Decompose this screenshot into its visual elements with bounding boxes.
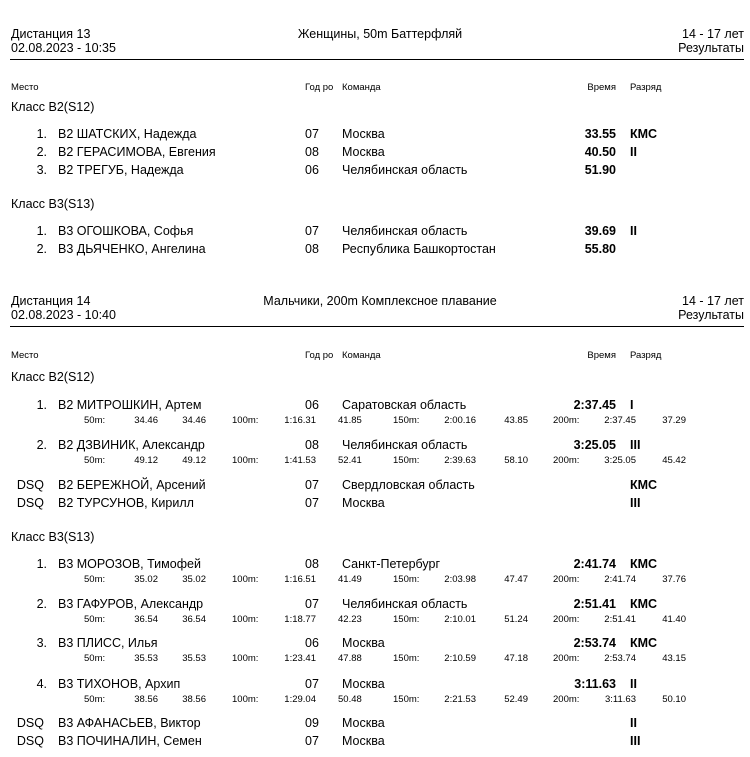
team-name: Челябинская область	[342, 163, 468, 177]
split-200-time: 3:25.05	[604, 455, 636, 466]
athlete-name: В2 ТРЕГУБ, Надежда	[58, 163, 184, 177]
result-time: 2:37.45	[573, 398, 616, 412]
result-rank: КМС	[630, 127, 658, 141]
birth-year: 08	[305, 438, 319, 452]
split-150-label: 150m:	[393, 574, 420, 585]
team-name: Челябинская область	[342, 597, 468, 611]
split-200-lap: 43.15	[662, 653, 686, 664]
result-place: 4.	[36, 677, 47, 691]
birth-year: 07	[305, 597, 319, 611]
result-rank: КМС	[630, 478, 658, 492]
col-team-header: Команда	[342, 350, 381, 361]
event-datetime: 02.08.2023 - 10:40	[11, 308, 116, 322]
team-name: Москва	[342, 677, 385, 691]
event-name: Мальчики, 200m Комплексное плавание	[263, 294, 497, 308]
result-place: 1.	[36, 224, 47, 238]
split-100-lap: 41.49	[338, 574, 362, 585]
split-100-lap: 50.48	[338, 694, 362, 705]
split-100-time: 1:23.41	[284, 653, 316, 664]
athlete-name: В3 ГАФУРОВ, Александр	[58, 597, 204, 611]
result-rank: II	[630, 677, 637, 691]
result-place: DSQ	[16, 734, 44, 748]
split-50-label: 50m:	[84, 574, 106, 585]
athlete-name: В2 ТУРСУНОВ, Кирилл	[58, 496, 194, 510]
athlete-name: В3 ТИХОНОВ, Архип	[58, 677, 181, 691]
result-time: 2:41.74	[573, 557, 616, 571]
split-200-label: 200m:	[553, 694, 580, 705]
birth-year: 07	[305, 677, 319, 691]
split-50-lap: 38.56	[182, 694, 206, 705]
col-place-header: Место	[11, 350, 39, 361]
athlete-name: В2 ШАТСКИХ, Надежда	[58, 127, 197, 141]
split-100-label: 100m:	[232, 614, 259, 625]
split-50-label: 50m:	[84, 455, 106, 466]
result-place: DSQ	[16, 478, 44, 492]
event-age-group: 14 - 17 лет	[682, 27, 744, 41]
result-place: 2.	[36, 597, 47, 611]
result-place: 3.	[36, 163, 47, 177]
split-150-lap: 52.49	[504, 694, 528, 705]
result-time: 55.80	[584, 242, 616, 256]
split-150-label: 150m:	[393, 614, 420, 625]
result-place: 2.	[36, 242, 47, 256]
split-200-label: 200m:	[553, 614, 580, 625]
result-place: 2.	[36, 438, 47, 452]
result-time: 3:25.05	[573, 438, 616, 452]
col-year-header: Год ро	[305, 350, 334, 361]
split-200-label: 200m:	[553, 653, 580, 664]
team-name: Москва	[342, 496, 385, 510]
split-100-label: 100m:	[232, 455, 259, 466]
col-time-header: Время	[587, 350, 616, 361]
split-50-label: 50m:	[84, 694, 106, 705]
birth-year: 07	[305, 496, 319, 510]
result-rank: III	[630, 734, 641, 748]
split-100-lap: 52.41	[338, 455, 362, 466]
result-rank: II	[630, 716, 637, 730]
header-divider	[10, 59, 744, 60]
split-50-time: 34.46	[134, 415, 158, 426]
team-name: Санкт-Петербург	[342, 557, 441, 571]
athlete-name: В3 МОРОЗОВ, Тимофей	[58, 557, 201, 571]
birth-year: 06	[305, 636, 319, 650]
split-50-lap: 35.02	[182, 574, 206, 585]
col-rank-header: Разряд	[630, 82, 662, 93]
col-year-header: Год ро	[305, 82, 334, 93]
result-place: 3.	[36, 636, 47, 650]
result-rank: КМС	[630, 557, 658, 571]
col-place-header: Место	[11, 82, 39, 93]
result-time: 39.69	[584, 224, 616, 238]
split-200-lap: 50.10	[662, 694, 686, 705]
result-time: 2:53.74	[573, 636, 616, 650]
class-label: Класс B3(S13)	[11, 197, 95, 211]
result-rank: III	[630, 496, 641, 510]
split-150-label: 150m:	[393, 415, 420, 426]
result-rank: II	[630, 224, 637, 238]
split-150-label: 150m:	[393, 694, 420, 705]
split-150-time: 2:00.16	[444, 415, 476, 426]
split-50-time: 38.56	[134, 694, 158, 705]
result-place: 1.	[36, 398, 47, 412]
split-150-time: 2:03.98	[444, 574, 476, 585]
col-team-header: Команда	[342, 82, 381, 93]
athlete-name: В3 ПОЧИНАЛИН, Семен	[58, 734, 202, 748]
split-200-time: 2:53.74	[604, 653, 636, 664]
athlete-name: В2 ДЗВИНИК, Александр	[58, 438, 205, 452]
split-200-lap: 37.76	[662, 574, 686, 585]
split-50-lap: 34.46	[182, 415, 206, 426]
result-rank: КМС	[630, 597, 658, 611]
split-100-time: 1:16.31	[284, 415, 316, 426]
event-age-group: 14 - 17 лет	[682, 294, 744, 308]
result-rank: II	[630, 145, 637, 159]
birth-year: 07	[305, 478, 319, 492]
split-200-time: 2:51.41	[604, 614, 636, 625]
split-50-lap: 49.12	[182, 455, 206, 466]
result-place: DSQ	[16, 496, 44, 510]
athlete-name: В3 ОГОШКОВА, Софья	[58, 224, 194, 238]
col-time-header: Время	[587, 82, 616, 93]
athlete-name: В3 АФАНАСЬЕВ, Виктор	[58, 716, 201, 730]
team-name: Москва	[342, 716, 385, 730]
class-label: Класс B3(S13)	[11, 530, 95, 544]
split-150-lap: 58.10	[504, 455, 528, 466]
split-200-lap: 41.40	[662, 614, 686, 625]
split-100-label: 100m:	[232, 574, 259, 585]
split-50-lap: 36.54	[182, 614, 206, 625]
event-status: Результаты	[678, 308, 744, 322]
split-100-label: 100m:	[232, 694, 259, 705]
split-150-lap: 43.85	[504, 415, 528, 426]
split-200-time: 2:37.45	[604, 415, 636, 426]
split-100-time: 1:18.77	[284, 614, 316, 625]
split-150-time: 2:39.63	[444, 455, 476, 466]
athlete-name: В2 МИТРОШКИН, Артем	[58, 398, 202, 412]
birth-year: 08	[305, 557, 319, 571]
split-150-time: 2:10.01	[444, 614, 476, 625]
event-title: Дистанция 14	[11, 294, 91, 308]
split-200-label: 200m:	[553, 455, 580, 466]
split-50-label: 50m:	[84, 614, 106, 625]
result-time: 33.55	[584, 127, 616, 141]
split-200-lap: 45.42	[662, 455, 686, 466]
result-place: 1.	[36, 557, 47, 571]
split-50-time: 49.12	[134, 455, 158, 466]
split-200-time: 2:41.74	[604, 574, 636, 585]
split-200-label: 200m:	[553, 415, 580, 426]
split-100-label: 100m:	[232, 415, 259, 426]
split-150-lap: 51.24	[504, 614, 528, 625]
birth-year: 06	[305, 398, 319, 412]
header-divider	[10, 326, 744, 327]
team-name: Москва	[342, 127, 385, 141]
split-150-lap: 47.18	[504, 653, 528, 664]
split-100-lap: 47.88	[338, 653, 362, 664]
event-title: Дистанция 13	[11, 27, 91, 41]
team-name: Москва	[342, 145, 385, 159]
birth-year: 08	[305, 145, 319, 159]
athlete-name: В3 ДЬЯЧЕНКО, Ангелина	[58, 242, 206, 256]
col-rank-header: Разряд	[630, 350, 662, 361]
split-100-lap: 41.85	[338, 415, 362, 426]
team-name: Республика Башкортостан	[342, 242, 496, 256]
result-time: 3:11.63	[574, 677, 616, 691]
athlete-name: В2 ГЕРАСИМОВА, Евгения	[58, 145, 216, 159]
split-200-lap: 37.29	[662, 415, 686, 426]
result-place: 2.	[36, 145, 47, 159]
athlete-name: В2 БЕРЕЖНОЙ, Арсений	[58, 478, 206, 492]
event-status: Результаты	[678, 41, 744, 55]
birth-year: 07	[305, 224, 319, 238]
split-50-lap: 35.53	[182, 653, 206, 664]
class-label: Класс B2(S12)	[11, 100, 95, 114]
result-rank: III	[630, 438, 641, 452]
split-50-label: 50m:	[84, 653, 106, 664]
split-50-label: 50m:	[84, 415, 106, 426]
split-200-label: 200m:	[553, 574, 580, 585]
split-150-time: 2:10.59	[444, 653, 476, 664]
split-150-lap: 47.47	[504, 574, 528, 585]
split-150-label: 150m:	[393, 653, 420, 664]
team-name: Свердловская область	[342, 478, 475, 492]
split-50-time: 36.54	[134, 614, 158, 625]
team-name: Москва	[342, 734, 385, 748]
split-150-label: 150m:	[393, 455, 420, 466]
team-name: Челябинская область	[342, 224, 468, 238]
event-name: Женщины, 50m Баттерфляй	[297, 27, 463, 41]
birth-year: 07	[305, 127, 319, 141]
result-time: 51.90	[584, 163, 616, 177]
split-100-time: 1:29.04	[284, 694, 316, 705]
birth-year: 06	[305, 163, 319, 177]
birth-year: 09	[305, 716, 319, 730]
split-100-label: 100m:	[232, 653, 259, 664]
split-50-time: 35.02	[134, 574, 158, 585]
split-150-time: 2:21.53	[444, 694, 476, 705]
split-50-time: 35.53	[134, 653, 158, 664]
birth-year: 08	[305, 242, 319, 256]
result-time: 40.50	[584, 145, 616, 159]
team-name: Челябинская область	[342, 438, 468, 452]
result-time: 2:51.41	[573, 597, 616, 611]
split-100-lap: 42.23	[338, 614, 362, 625]
result-rank: КМС	[630, 636, 658, 650]
team-name: Москва	[342, 636, 385, 650]
result-place: 1.	[36, 127, 47, 141]
birth-year: 07	[305, 734, 319, 748]
split-200-time: 3:11.63	[605, 694, 636, 705]
split-100-time: 1:16.51	[284, 574, 316, 585]
event-datetime: 02.08.2023 - 10:35	[11, 41, 116, 55]
class-label: Класс B2(S12)	[11, 370, 95, 384]
result-rank: I	[630, 398, 634, 412]
team-name: Саратовская область	[342, 398, 467, 412]
athlete-name: В3 ПЛИСС, Илья	[58, 636, 158, 650]
split-100-time: 1:41.53	[284, 455, 316, 466]
result-place: DSQ	[16, 716, 44, 730]
